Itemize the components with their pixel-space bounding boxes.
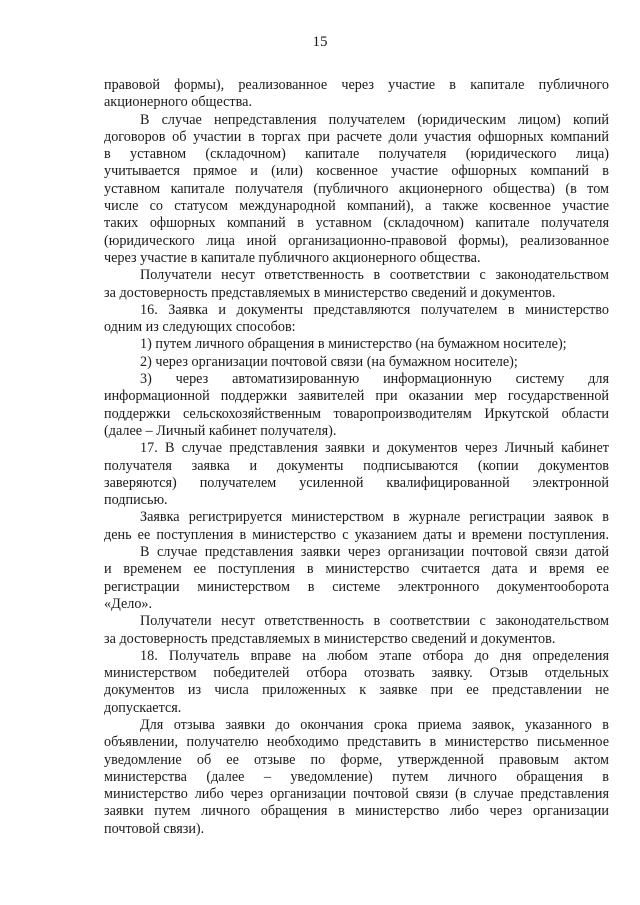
text-line: акционерного общества. bbox=[104, 94, 252, 111]
text-line: министерством победителей отбора отозвать заявку. Отзыв отдельных bbox=[104, 665, 609, 682]
text-line: правовой формы), реализованное через участие в капитале публичного bbox=[104, 77, 609, 93]
text-line: 17. В случае представления заявки и документов через Личный кабинет bbox=[140, 440, 609, 457]
text-line: через участие в капитале публичного акционерного общества. bbox=[104, 249, 481, 266]
text-line: заявки путем личного обращения в министерство либо через организации bbox=[104, 803, 609, 820]
text-line: В случае представления заявки через организации почтовой связи датой bbox=[140, 544, 609, 561]
text-line: Получатели несут ответственность в соответствии с законодательством bbox=[140, 613, 609, 630]
page-number: 15 bbox=[312, 34, 328, 50]
text-line: числе со статусом международной компаний), а также косвенное участие bbox=[104, 198, 609, 215]
text-line: министерство либо через организации почтовой связи (в случае представления bbox=[104, 786, 609, 803]
text-line: «Дело». bbox=[104, 595, 153, 612]
text-line: 16. Заявка и документы представляются получателем в министерство bbox=[140, 301, 609, 318]
text-line: в уставном (складочном) капитале получателя (юридического лица) bbox=[104, 146, 609, 163]
text-line: Заявка регистрируется министерством в журнале регистрации заявок в bbox=[140, 509, 609, 526]
text-line: одним из следующих способов: bbox=[104, 319, 296, 336]
text-line: получателя заявка и документы подписываются (копии документов bbox=[104, 457, 609, 474]
text-line: министерства (далее – уведомление) путем личного обращения в bbox=[104, 768, 609, 785]
text-line: 18. Получатель вправе на любом этапе отбора до дня определения bbox=[140, 647, 609, 664]
text-line: поддержки сельскохозяйственным товаропроизводителям Иркутской области bbox=[104, 405, 609, 422]
text-line: почтовой связи). bbox=[104, 820, 205, 837]
text-line: объявлении, получателю необходимо представить в министерство письменное bbox=[104, 734, 609, 751]
text-line: за достоверность представляемых в министерство сведений и документов. bbox=[104, 284, 556, 301]
text-line: уведомление об ее отзыве по форме, утвержденной правовым актом bbox=[104, 751, 609, 768]
text-line: учитывается прямое и (или) косвенное участие офшорных компаний в bbox=[104, 163, 609, 180]
text-line: Для отзыва заявки до окончания срока приема заявок, указанного в bbox=[140, 716, 609, 733]
text-line: 3) через автоматизированную информационную систему для bbox=[140, 371, 609, 388]
text-line: уставном капитале получателя (публичного акционерного общества) (в том bbox=[104, 180, 609, 197]
text-line: Получатели несут ответственность в соответствии с законодательством bbox=[140, 267, 609, 284]
text-line: допускается. bbox=[104, 699, 182, 716]
text-line: 2) через организации почтовой связи (на бумажном носителе); bbox=[140, 353, 518, 370]
document-body bbox=[104, 77, 609, 838]
text-line: В случае непредставления получателем (юридическим лицом) копий bbox=[140, 111, 609, 128]
text-line: (юридического лица иной организационно-правовой формы), реализованное bbox=[104, 232, 609, 249]
text-line: и временем ее поступления в министерство считается дата и время ее bbox=[104, 561, 609, 578]
text-line: регистрации министерством в системе электронного документооборота bbox=[104, 578, 609, 595]
text-line: заверяются) получателем усиленной квалифицированной электронной bbox=[104, 474, 609, 491]
text-line: договоров об участии в торгах при расчете доли участия офшорных компаний bbox=[104, 128, 609, 145]
text-line: информационной поддержки заявителей при оказании мер государственной bbox=[104, 388, 609, 405]
text-line: документов из числа приложенных к заявке при ее представлении не bbox=[104, 682, 609, 699]
text-line: за достоверность представляемых в министерство сведений и документов. bbox=[104, 630, 556, 647]
text-line: таких офшорных компаний в уставном (складочном) капитале получателя bbox=[104, 215, 609, 232]
text-line: подписью. bbox=[104, 492, 168, 509]
text-line: 1) путем личного обращения в министерство (на бумажном носителе); bbox=[140, 336, 567, 353]
text-line: день ее поступления в министерство с указанием даты и времени поступления. bbox=[104, 526, 609, 543]
text-line: (далее – Личный кабинет получателя). bbox=[104, 422, 337, 439]
